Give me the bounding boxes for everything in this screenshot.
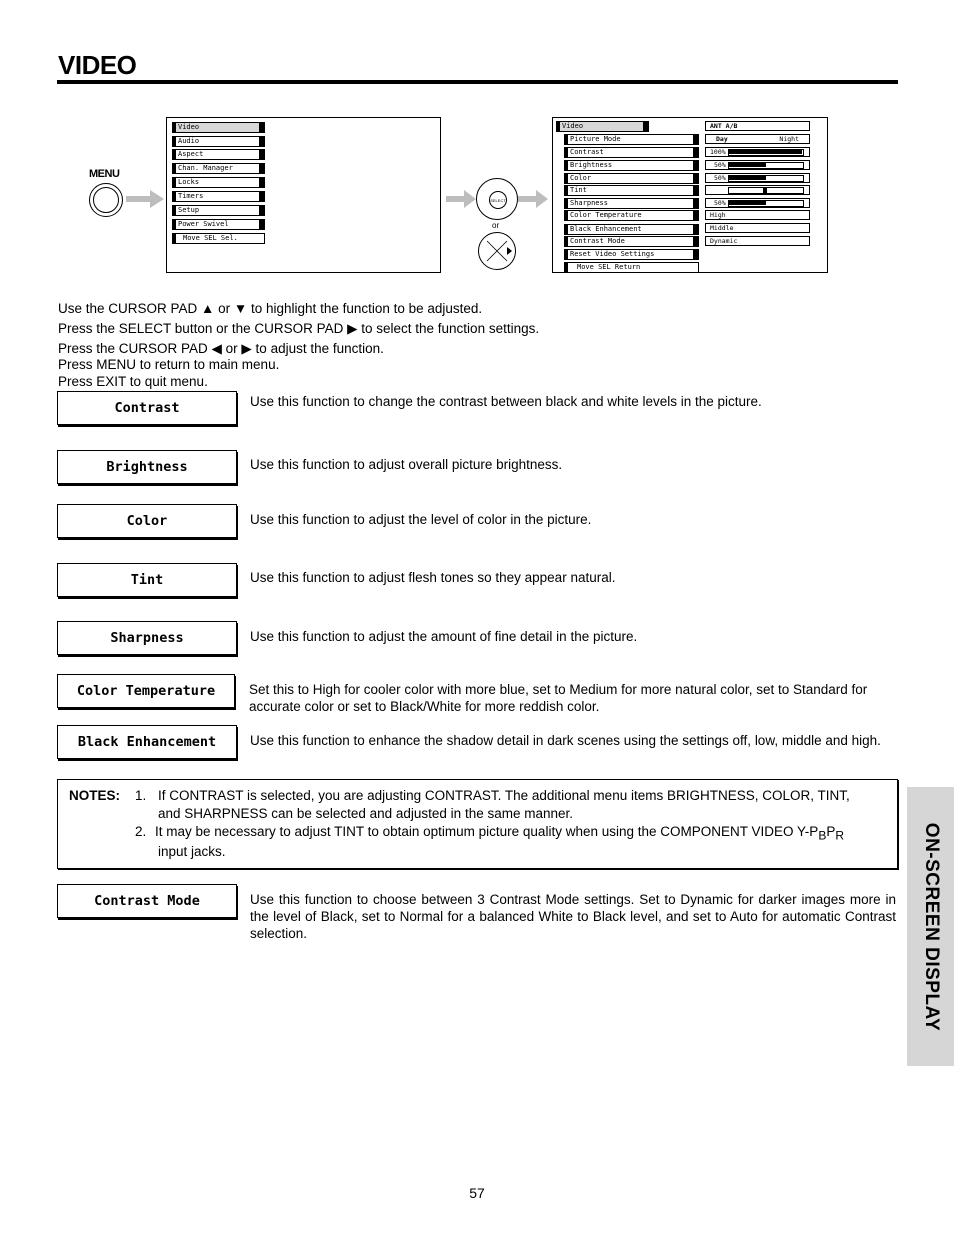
or-label: or [492, 221, 500, 230]
menu-item-locks: Locks [172, 177, 265, 188]
instruction-line: Use the CURSOR PAD ▲ or ▼ to highlight the function to be adjusted. [58, 301, 483, 316]
menu-item-setup: Setup [172, 205, 265, 216]
function-label-color: Color [57, 504, 237, 538]
menu-item-chan-manager: Chan. Manager [172, 163, 265, 174]
instruction-line: Press the SELECT button or the CURSOR PAD ▶ to select the function settings. [58, 321, 540, 336]
function-desc-contrast: Use this function to change the contrast between black and white levels in the picture. [250, 394, 762, 409]
video-item-brightness: Brightness [564, 160, 699, 171]
cursor-pad-right-icon [478, 232, 516, 270]
sharpness-value: 50% [705, 198, 810, 208]
menu-item-audio: Audio [172, 136, 265, 147]
tint-value [705, 185, 810, 195]
instruction-line: Press EXIT to quit menu. [58, 374, 208, 389]
function-label-sharpness: Sharpness [57, 621, 237, 655]
function-desc-color-temperature: Set this to High for cooler color with more blue, set to Medium for more natural color, set to Standard for accurate color or set to Black/White for more reddish color. [249, 682, 868, 714]
video-menu-header: Video [556, 121, 649, 132]
title-rule [57, 80, 898, 84]
cursor-pad-icon [476, 178, 518, 220]
video-menu-screen [552, 117, 828, 273]
menu-item-aspect: Aspect [172, 149, 265, 160]
day-label: Day [716, 135, 728, 143]
function-desc-contrast-mode: Use this function to choose between 3 Contrast Mode settings. Set to Dynamic for darker images more in the level of Black, set to Normal for a balanced White to Black level, and set to Auto for automatic Contrast selection. [250, 892, 896, 941]
night-label: Night [779, 135, 799, 143]
video-item-color-temperature: Color Temperature [564, 210, 699, 221]
function-label-contrast-mode: Contrast Mode [57, 884, 237, 918]
brightness-value: 50% [705, 160, 810, 170]
contrast-mode-value: Dynamic [705, 236, 810, 246]
video-item-reset-video-settings: Reset Video Settings [564, 249, 699, 260]
video-item-picture-mode: Picture Mode [564, 134, 699, 145]
page-title: VIDEO [58, 50, 137, 80]
menu-item-timers: Timers [172, 191, 265, 202]
note-2-line-b: input jacks. [158, 844, 226, 859]
function-label-tint: Tint [57, 563, 237, 597]
video-item-black-enhancement: Black Enhancement [564, 224, 699, 235]
video-item-sharpness: Sharpness [564, 198, 699, 209]
note-1-line-a: If CONTRAST is selected, you are adjusting CONTRAST. The additional menu items BRIGHTNESS, COLOR, TINT, [158, 788, 850, 803]
function-desc-black-enhancement: Use this function to enhance the shadow detail in dark scenes using the settings off, low, middle and high. [250, 733, 881, 748]
video-item-color: Color [564, 173, 699, 184]
video-item-tint: Tint [564, 185, 699, 196]
instruction-line: Press MENU to return to main menu. [58, 357, 280, 372]
arrow-right-icon [518, 190, 548, 208]
main-menu-screen [166, 117, 441, 273]
black-enhancement-value: Middle [705, 223, 810, 233]
video-item-contrast-mode: Contrast Mode [564, 236, 699, 247]
instruction-line: Press the CURSOR PAD ◀ or ▶ to adjust the function. [58, 341, 384, 356]
color-value: 50% [705, 173, 810, 183]
function-label-black-enhancement: Black Enhancement [57, 725, 237, 759]
side-tab-label: ON-SCREEN DISPLAY [920, 822, 942, 1031]
function-desc-color: Use this function to adjust the level of color in the picture. [250, 512, 592, 527]
contrast-value: 100% [705, 147, 810, 157]
menu-button-label: MENU [89, 168, 120, 180]
video-item-contrast: Contrast [564, 147, 699, 158]
arrow-right-icon [446, 190, 476, 208]
function-label-color-temperature: Color Temperature [57, 674, 235, 708]
main-menu-footer: Move SEL Sel. [172, 233, 265, 244]
note-1-line-b: and SHARPNESS can be selected and adjusted in the same manner. [158, 806, 573, 821]
note-2-line-a: It may be necessary to adjust TINT to obtain optimum picture quality when using the COMPONENT VIDEO $Y-P_BP_R$ [155, 824, 845, 843]
function-desc-sharpness: Use this function to adjust the amount of fine detail in the picture. [250, 629, 638, 644]
note-2-number: 2. [135, 824, 147, 839]
day-night-box [705, 134, 810, 144]
function-label-contrast: Contrast [57, 391, 237, 425]
notes-box [57, 779, 898, 869]
select-button-label: SELECT [489, 191, 507, 209]
side-tab [907, 787, 954, 1066]
menu-item-video: Video [172, 122, 265, 133]
video-menu-footer: Move SEL Return [564, 262, 699, 273]
function-desc-tint: Use this function to adjust flesh tones so they appear natural. [250, 570, 616, 585]
menu-button-icon [89, 183, 123, 217]
page-number: 57 [469, 1185, 485, 1201]
notes-heading: NOTES: [69, 788, 121, 803]
note-1-number: 1. [135, 788, 147, 803]
menu-item-power-swivel: Power Swivel [172, 219, 265, 230]
color-temperature-value: High [705, 210, 810, 220]
function-desc-brightness: Use this function to adjust overall picture brightness. [250, 457, 563, 472]
function-label-brightness: Brightness [57, 450, 237, 484]
ant-label: ANT A/B [705, 121, 810, 131]
arrow-right-icon [126, 190, 164, 208]
